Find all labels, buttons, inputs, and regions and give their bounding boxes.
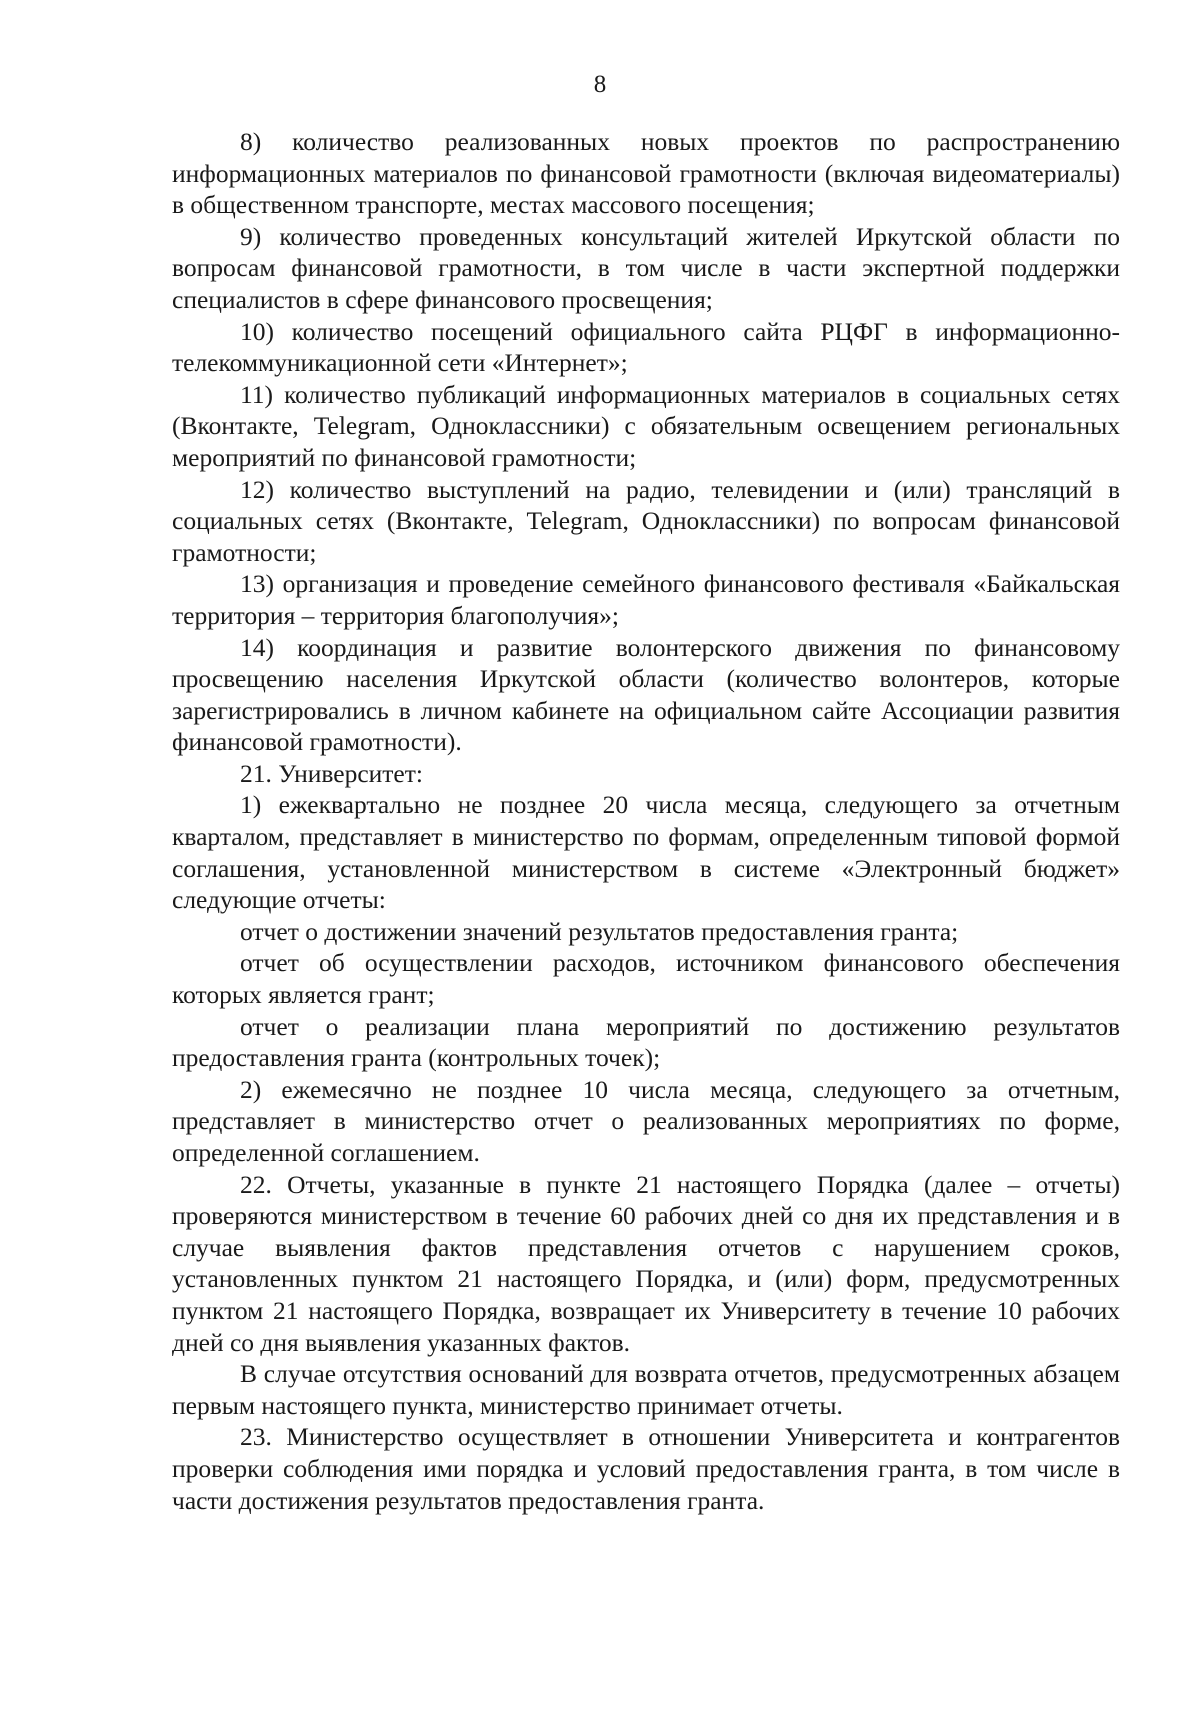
document-body	[172, 126, 1120, 1516]
paragraph-item-12: 12) количество выступлений на радио, телевидении и (или) трансляций в социальных сетях (Вконтакте, Telegram, Одноклассники) по вопросам финансовой грамотности;	[172, 474, 1120, 567]
paragraph-item-8: 8) количество реализованных новых проектов по распространению информационных материалов по финансовой грамотности (включая видеоматериалы) в общественном транспорте, местах массового посещения;	[172, 127, 1120, 220]
page-number: 8	[593, 71, 607, 98]
paragraph-item-9: 9) количество проведенных консультаций жителей Иркутской области по вопросам финансовой грамотности, в том числе в части экспертной поддержки специалистов в сфере финансового просвещения;	[172, 221, 1120, 314]
paragraph-item-13: 13) организация и проведение семейного финансового фестиваля «Байкальская территория – территория благополучия»;	[172, 569, 1120, 630]
section-22-acceptance-paragraph: В случае отсутствия оснований для возврата отчетов, предусмотренных абзацем первым настоящего пункта, министерство принимает отчеты.	[172, 1359, 1120, 1420]
paragraph-item-10: 10) количество посещений официального сайта РЦФГ в информационно-телекоммуникационной сети «Интернет»;	[172, 316, 1120, 378]
section-22-paragraph: 22. Отчеты, указанные в пункте 21 настоящего Порядка (далее – отчеты) проверяются министерством в течение 60 рабочих дней со дня их представления и в случае выявления фактов представления отчетов с нарушением сроков, установленных пунктом 21 настоящего Порядка, и (или) форм, предусмотренных пунктом 21 настоящего Порядка, возвращает их Университету в течение 10 рабочих дней со дня выявления указанных фактов.	[172, 1169, 1120, 1357]
report-expenses: отчет об осуществлении расходов, источником финансового обеспечения которых является грант;	[172, 948, 1120, 1010]
report-results-achievement: отчет о достижении значений результатов предоставления гранта;	[240, 916, 959, 946]
section-23-paragraph: 23. Министерство осуществляет в отношении Университета и контрагентов проверки соблюдения ими порядка и условий предоставления гранта, в том числе в части достижения результатов предоставления гранта.	[172, 1422, 1120, 1515]
section-21-heading: 21. Университет:	[240, 758, 423, 788]
report-action-plan: отчет о реализации плана мероприятий по достижению результатов предоставления гранта (контрольных точек);	[172, 1011, 1120, 1073]
paragraph-item-11: 11) количество публикаций информационных материалов в социальных сетях (Вконтакте, Telegram, Одноклассники) с обязательным освещением региональных мероприятий по финансовой грамотности;	[172, 379, 1120, 472]
section-21-item-1: 1) ежеквартально не позднее 20 числа месяца, следующего за отчетным кварталом, представляет в министерство по формам, определенным типовой формой соглашения, установленной министерством в системе «Электронный бюджет» следующие отчеты:	[172, 790, 1120, 915]
paragraph-item-14: 14) координация и развитие волонтерского движения по финансовому просвещению населения Иркутской области (количество волонтеров, которые зарегистрировались в личном кабинете на официальном сайте Ассоциации развития финансовой грамотности).	[172, 632, 1120, 757]
section-21-item-2: 2) ежемесячно не позднее 10 числа месяца, следующего за отчетным, представляет в министерство отчет о реализованных мероприятиях по форме, определенной соглашением.	[172, 1074, 1120, 1167]
